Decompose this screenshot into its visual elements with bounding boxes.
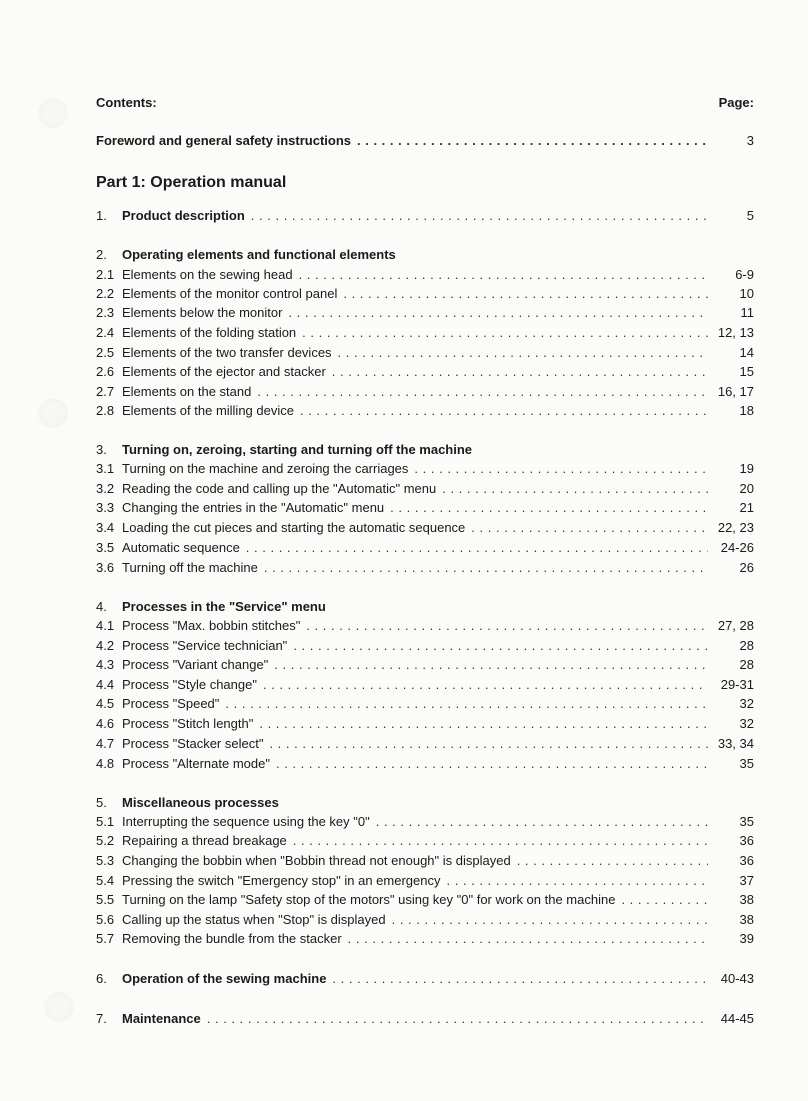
toc-entry-title: Changing the entries in the "Automatic" menu bbox=[122, 500, 385, 515]
toc-entry-title: Process "Stitch length" bbox=[122, 716, 254, 731]
toc-entry-number: 5.5 bbox=[96, 892, 115, 907]
toc-entry-number: 2.4 bbox=[96, 325, 115, 340]
contents-heading: Contents: bbox=[96, 95, 157, 110]
dot-leader bbox=[264, 559, 708, 577]
toc-entry-number: 5.7 bbox=[96, 931, 115, 946]
toc-entry-number: 3.6 bbox=[96, 560, 115, 575]
toc-entry-number: 7. bbox=[96, 1011, 107, 1026]
toc-entry-number: 2.5 bbox=[96, 345, 115, 360]
toc-entry-page: 15 bbox=[739, 364, 754, 379]
toc-entry-title: Elements of the ejector and stacker bbox=[122, 364, 326, 379]
toc-entry-page: 29-31 bbox=[720, 677, 754, 692]
toc-entry-page: 35 bbox=[739, 756, 754, 771]
toc-section-6[interactable] bbox=[96, 970, 754, 988]
toc-entry-page: 32 bbox=[739, 696, 754, 711]
toc-entry-number: 4.7 bbox=[96, 736, 115, 751]
toc-section-number: 3. bbox=[96, 442, 107, 457]
toc-entry-3-1[interactable] bbox=[96, 460, 754, 478]
dot-leader bbox=[269, 735, 708, 753]
toc-entry-2-4[interactable] bbox=[96, 324, 754, 342]
toc-entry-number: 2.2 bbox=[96, 286, 115, 301]
toc-entry-page: 12, 13 bbox=[717, 325, 754, 340]
toc-entry-title: Process "Service technician" bbox=[122, 638, 288, 653]
toc-entry-title: Elements of the milling device bbox=[122, 403, 294, 418]
toc-entry-page: 44-45 bbox=[720, 1011, 754, 1026]
dot-leader bbox=[414, 460, 708, 478]
dot-leader bbox=[348, 930, 708, 948]
toc-entry-title: Turning on the machine and zeroing the carriages bbox=[122, 461, 409, 476]
toc-entry-page: 35 bbox=[739, 814, 754, 829]
toc-entry-page: 11 bbox=[740, 305, 754, 320]
toc-entry-number: 3.3 bbox=[96, 500, 115, 515]
toc-entry-4-2[interactable] bbox=[96, 637, 754, 655]
toc-entry-title: Product description bbox=[122, 208, 245, 223]
dot-leader bbox=[357, 132, 708, 150]
toc-entry-page: 28 bbox=[739, 657, 754, 672]
toc-entry-title: Elements on the stand bbox=[122, 384, 252, 399]
dot-leader bbox=[332, 970, 708, 988]
toc-entry-page: 38 bbox=[739, 912, 754, 927]
toc-entry-number: 5.6 bbox=[96, 912, 115, 927]
toc-entry-title: Maintenance bbox=[122, 1011, 201, 1026]
toc-entry-number: 4.6 bbox=[96, 716, 115, 731]
toc-entry-4-7[interactable] bbox=[96, 735, 754, 753]
toc-entry-title: Process "Max. bobbin stitches" bbox=[122, 618, 301, 633]
toc-entry-page: 40-43 bbox=[720, 971, 754, 986]
toc-entry-3-2[interactable] bbox=[96, 480, 754, 498]
toc-entry-title: Operation of the sewing machine bbox=[122, 971, 327, 986]
toc-section-2-heading bbox=[96, 246, 396, 264]
dot-leader bbox=[288, 304, 708, 322]
toc-entry-number: 4.4 bbox=[96, 677, 115, 692]
toc-entry-5-6[interactable] bbox=[96, 911, 754, 929]
toc-entry-title: Elements on the sewing head bbox=[122, 267, 293, 282]
toc-entry-title: Foreword and general safety instructions bbox=[96, 133, 351, 148]
toc-entry-page: 20 bbox=[739, 481, 754, 496]
toc-entry-page: 16, 17 bbox=[717, 384, 754, 399]
toc-entry-2-5[interactable] bbox=[96, 344, 754, 362]
toc-entry-5-7[interactable] bbox=[96, 930, 754, 948]
toc-entry-5-5[interactable] bbox=[96, 891, 754, 909]
page-column-heading: Page: bbox=[718, 95, 754, 110]
toc-section-number: 2. bbox=[96, 247, 107, 262]
toc-entry-number: 4.3 bbox=[96, 657, 115, 672]
toc-entry-number: 2.8 bbox=[96, 403, 115, 418]
toc-entry-2-2[interactable] bbox=[96, 285, 754, 303]
toc-entry-number: 3.4 bbox=[96, 520, 115, 535]
toc-entry-title: Changing the bobbin when "Bobbin thread not enough" is displayed bbox=[122, 853, 511, 868]
dot-leader bbox=[276, 755, 708, 773]
toc-entry-page: 26 bbox=[739, 560, 754, 575]
toc-entry-2-7[interactable] bbox=[96, 383, 754, 401]
toc-section-number: 4. bbox=[96, 599, 107, 614]
dot-leader bbox=[293, 637, 708, 655]
toc-section-4-heading bbox=[96, 598, 326, 616]
toc-entry-4-3[interactable] bbox=[96, 656, 754, 674]
toc-entry-title: Calling up the status when "Stop" is displayed bbox=[122, 912, 386, 927]
toc-entry-title: Repairing a thread breakage bbox=[122, 833, 287, 848]
toc-entry-number: 2.1 bbox=[96, 267, 115, 282]
toc-entry-page: 37 bbox=[739, 873, 754, 888]
dot-leader bbox=[251, 207, 708, 225]
toc-entry-page: 6-9 bbox=[735, 267, 754, 282]
toc-entry-3-4[interactable] bbox=[96, 519, 754, 537]
toc-entry-title: Turning on the lamp "Safety stop of the motors" using key "0" for work on the machine bbox=[122, 892, 616, 907]
toc-entry-3-5[interactable] bbox=[96, 539, 754, 557]
toc-entry-page: 38 bbox=[739, 892, 754, 907]
dot-leader bbox=[471, 519, 708, 537]
toc-entry-number: 4.1 bbox=[96, 618, 115, 633]
toc-entry-title: Elements of the folding station bbox=[122, 325, 297, 340]
toc-entry-number: 5.1 bbox=[96, 814, 115, 829]
toc-entry-3-3[interactable] bbox=[96, 499, 754, 517]
toc-entry-5-2[interactable] bbox=[96, 832, 754, 850]
toc-entry-5-1[interactable] bbox=[96, 813, 754, 831]
toc-entry-4-4[interactable] bbox=[96, 676, 754, 694]
toc-entry-title: Elements of the two transfer devices bbox=[122, 345, 332, 360]
dot-leader bbox=[332, 363, 708, 381]
toc-entry-title: Process "Alternate mode" bbox=[122, 756, 270, 771]
toc-entry-number: 2.7 bbox=[96, 384, 115, 399]
toc-entry-page: 19 bbox=[739, 461, 754, 476]
toc-entry-title: Elements below the monitor bbox=[122, 305, 283, 320]
toc-entry-number: 5.2 bbox=[96, 833, 115, 848]
toc-entry-title: Elements of the monitor control panel bbox=[122, 286, 338, 301]
toc-entry-number: 4.2 bbox=[96, 638, 115, 653]
toc-entry-4-5[interactable] bbox=[96, 695, 754, 713]
toc-entry-number: 2.6 bbox=[96, 364, 115, 379]
toc-section-title: Turning on, zeroing, starting and turning off the machine bbox=[122, 442, 473, 457]
dot-leader bbox=[207, 1010, 708, 1028]
toc-entry-title: Pressing the switch "Emergency stop" in an emergency bbox=[122, 873, 441, 888]
toc-entry-page: 24-26 bbox=[720, 540, 754, 555]
toc-entry-2-6[interactable] bbox=[96, 363, 754, 381]
toc-section-title: Operating elements and functional elements bbox=[122, 247, 396, 262]
toc-entry-page: 33, 34 bbox=[717, 736, 754, 751]
toc-entry-number: 3.5 bbox=[96, 540, 115, 555]
toc-entry-title: Automatic sequence bbox=[122, 540, 240, 555]
dot-leader bbox=[263, 676, 708, 694]
punch-hole-mark bbox=[44, 992, 74, 1022]
punch-hole-mark bbox=[38, 98, 68, 128]
toc-entry-number: 6. bbox=[96, 971, 107, 986]
dot-leader bbox=[621, 891, 708, 909]
toc-entry-page: 28 bbox=[739, 638, 754, 653]
dot-leader bbox=[343, 285, 708, 303]
toc-entry-5-4[interactable] bbox=[96, 872, 754, 890]
toc-entry-5-3[interactable] bbox=[96, 852, 754, 870]
toc-entry-2-8[interactable] bbox=[96, 402, 754, 420]
toc-entry-number: 5.3 bbox=[96, 853, 115, 868]
toc-section-3-heading bbox=[96, 441, 472, 459]
toc-entry-title: Reading the code and calling up the "Automatic" menu bbox=[122, 481, 437, 496]
dot-leader bbox=[246, 539, 708, 557]
toc-section-5-heading bbox=[96, 794, 279, 812]
dot-leader bbox=[338, 344, 708, 362]
toc-entry-number: 1. bbox=[96, 208, 107, 223]
toc-entry-2-1[interactable] bbox=[96, 266, 754, 284]
toc-entry-number: 4.5 bbox=[96, 696, 115, 711]
dot-leader bbox=[447, 872, 709, 890]
toc-entry-title: Turning off the machine bbox=[122, 560, 258, 575]
dot-leader bbox=[392, 911, 708, 929]
dot-leader bbox=[302, 324, 708, 342]
dot-leader bbox=[300, 402, 708, 420]
toc-entry-page: 22, 23 bbox=[717, 520, 754, 535]
toc-entry-page: 36 bbox=[739, 853, 754, 868]
toc-entry-title: Process "Stacker select" bbox=[122, 736, 264, 751]
dot-leader bbox=[299, 266, 708, 284]
toc-entry-page: 27, 28 bbox=[717, 618, 754, 633]
toc-entry-title: Process "Variant change" bbox=[122, 657, 269, 672]
toc-entry-page: 5 bbox=[746, 208, 754, 223]
dot-leader bbox=[376, 813, 708, 831]
toc-entry-page: 18 bbox=[739, 403, 754, 418]
dot-leader bbox=[517, 852, 708, 870]
toc-section-title: Processes in the "Service" menu bbox=[122, 599, 326, 614]
toc-entry-title: Loading the cut pieces and starting the automatic sequence bbox=[122, 520, 466, 535]
punch-hole-mark bbox=[38, 398, 68, 428]
toc-entry-3-6[interactable] bbox=[96, 559, 754, 577]
dot-leader bbox=[306, 617, 708, 635]
dot-leader bbox=[442, 480, 708, 498]
toc-entry-number: 3.2 bbox=[96, 481, 115, 496]
toc-entry-page: 21 bbox=[739, 500, 754, 515]
toc-entry-page: 32 bbox=[739, 716, 754, 731]
toc-entry-4-6[interactable] bbox=[96, 715, 754, 733]
dot-leader bbox=[257, 383, 708, 401]
toc-entry-number: 4.8 bbox=[96, 756, 115, 771]
toc-entry-page: 39 bbox=[739, 931, 754, 946]
toc-entry-title: Process "Style change" bbox=[122, 677, 257, 692]
toc-entry-page: 14 bbox=[739, 345, 754, 360]
part-1-title: Part 1: Operation manual bbox=[96, 174, 287, 191]
toc-entry-4-1[interactable] bbox=[96, 617, 754, 635]
toc-entry-number: 2.3 bbox=[96, 305, 115, 320]
toc-section-number: 5. bbox=[96, 795, 107, 810]
toc-entry-foreword[interactable] bbox=[96, 132, 754, 150]
toc-entry-title: Removing the bundle from the stacker bbox=[122, 931, 342, 946]
toc-entry-number: 3.1 bbox=[96, 461, 115, 476]
toc-entry-page: 10 bbox=[739, 286, 754, 301]
toc-entry-title: Interrupting the sequence using the key "0" bbox=[122, 814, 370, 829]
dot-leader bbox=[225, 695, 708, 713]
toc-entry-number: 5.4 bbox=[96, 873, 115, 888]
dot-leader bbox=[274, 656, 708, 674]
toc-entry-title: Process "Speed" bbox=[122, 696, 220, 711]
dot-leader bbox=[293, 832, 708, 850]
toc-entry-page: 36 bbox=[739, 833, 754, 848]
dot-leader bbox=[390, 499, 708, 517]
toc-entry-2-3[interactable] bbox=[96, 304, 754, 322]
toc-section-7[interactable] bbox=[96, 1010, 754, 1028]
toc-section-title: Miscellaneous processes bbox=[122, 795, 279, 810]
toc-entry-page: 3 bbox=[746, 133, 754, 148]
toc-entry-4-8[interactable] bbox=[96, 755, 754, 773]
toc-section-1[interactable] bbox=[96, 207, 754, 225]
dot-leader bbox=[259, 715, 708, 733]
